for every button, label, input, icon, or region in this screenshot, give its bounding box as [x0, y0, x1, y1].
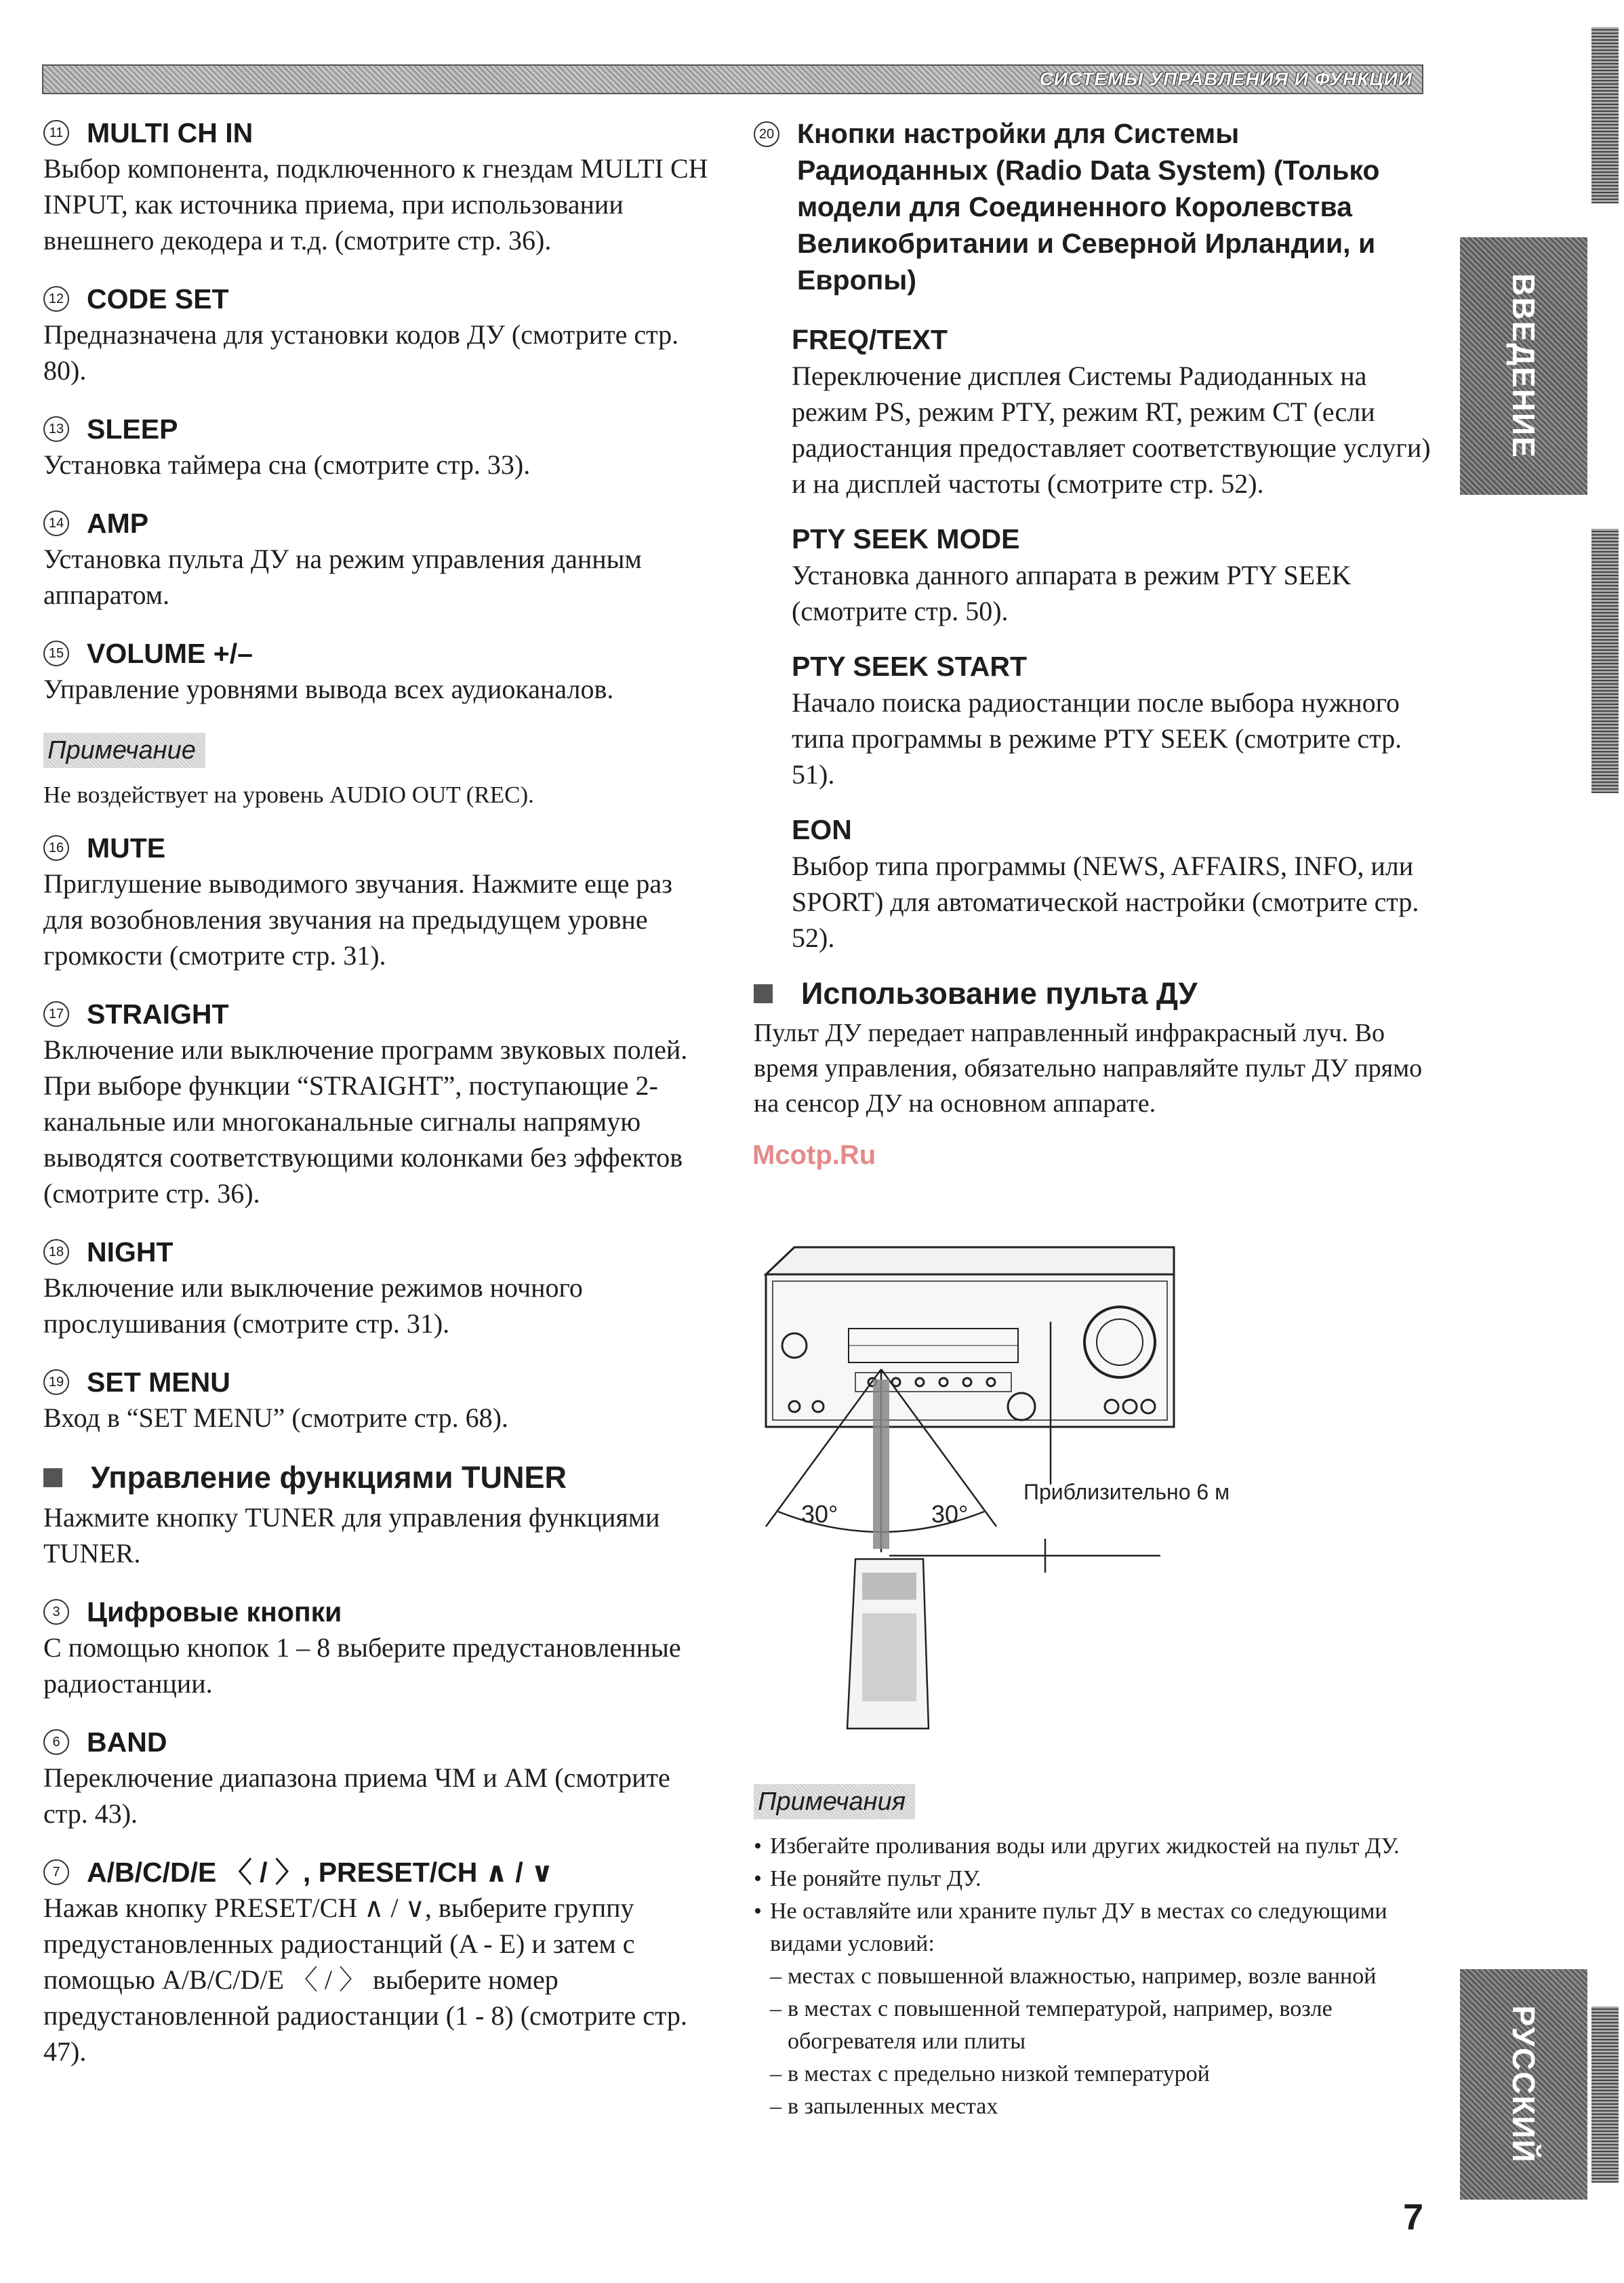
- item-set-menu: [43, 1365, 714, 1436]
- item-number: 14: [43, 510, 69, 536]
- page-number: 7: [1403, 2197, 1424, 2238]
- item-title: CODE SET: [87, 283, 229, 315]
- item-number: 3: [43, 1599, 69, 1625]
- item-preset: [43, 1855, 714, 2069]
- item-title: BAND: [87, 1726, 167, 1758]
- tuner-section-title: [43, 1459, 714, 1497]
- tuner-section-text: Нажмите кнопку TUNER для управления функциями TUNER.: [43, 1502, 660, 1569]
- angle-left-label: 30°: [801, 1500, 838, 1528]
- rds-item-text: Выбор типа программы (NEWS, AFFAIRS, INFO, или SPORT) для автоматической настройки (смотрите стр. 52).: [792, 851, 1419, 953]
- item-number: 13: [43, 416, 69, 442]
- item-band: [43, 1724, 714, 1832]
- note-dash: – местах с повышенной влажностью, например, возле ванной: [754, 1960, 1432, 1993]
- rds-item-text: Установка данного аппарата в режим PTY SEEK (смотрите стр. 50).: [792, 560, 1352, 626]
- rds-item-freq-text: [792, 321, 1432, 502]
- rds-item-eon: [792, 811, 1432, 956]
- item-multi-ch-in: [43, 115, 714, 258]
- item-number: 6: [43, 1729, 69, 1755]
- rds-heading: [754, 115, 1432, 298]
- angle-right-label: 30°: [931, 1500, 969, 1528]
- item-title: VOLUME +/–: [87, 638, 253, 669]
- item-title: MUTE: [87, 832, 166, 864]
- item-text: Вход в “SET MENU” (смотрите стр. 68).: [43, 1402, 508, 1433]
- item-number: 19: [43, 1369, 69, 1395]
- side-tab-language[interactable]: [1460, 1969, 1587, 2200]
- item-digit-buttons: [43, 1594, 714, 1701]
- note-dash: – в местах с повышенной температурой, например, возле обогревателя или плиты: [754, 1993, 1432, 2058]
- watermark: Mcotp.Ru: [752, 1140, 876, 1170]
- note-text: Не воздействует на уровень AUDIO OUT (REC).: [43, 782, 534, 808]
- item-night: [43, 1234, 714, 1341]
- rds-item-title: PTY SEEK MODE: [792, 523, 1020, 554]
- item-straight: [43, 996, 714, 1211]
- section-title: Управление функциями TUNER: [91, 1460, 567, 1495]
- item-code-set: [43, 281, 714, 388]
- note-label: Примечание: [43, 733, 205, 768]
- item-text: Включение или выключение программ звуковых полей. При выборе функции “STRAIGHT”, поступающие 2-канальные или многоканальные сигналы напрямую выводятся соответствующими колонками без эффектов (смотрите стр. 36).: [43, 1034, 688, 1209]
- edge-scan-mark: [1591, 27, 1619, 203]
- rds-item-text: Начало поиска радиостанции после выбора нужного типа программы в режиме PTY SEEK (смотрите стр. 51).: [792, 687, 1402, 790]
- item-text: Выбор компонента, подключенного к гнездам MULTI CH INPUT, как источника приема, при использовании внешнего декодера и т.д. (смотрите стр. 36).: [43, 153, 708, 256]
- side-tab-intro[interactable]: [1460, 237, 1587, 495]
- item-number: 11: [43, 120, 69, 146]
- item-text: С помощью кнопок 1 – 8 выберите предустановленные радиостанции.: [43, 1632, 681, 1699]
- item-title: A/B/C/D/E 〈 / 〉, PRESET/CH ∧ / ∨: [87, 1857, 554, 1888]
- note-dash: – в местах с предельно низкой температурой: [754, 2058, 1432, 2090]
- item-text: Нажав кнопку PRESET/CH ∧ / ∨, выберите группу предустановленных радиостанций (A - E) и затем с помощью A/B/C/D/E 〈 / 〉 выберите номер предустановленной радиостанции (1 - 8) (смотрите стр. 47).: [43, 1893, 687, 2067]
- item-title: Цифровые кнопки: [87, 1596, 342, 1628]
- remote-section-text: Пульт ДУ передает направленный инфракрасный луч. Во время управления, обязательно направляйте пульт ДУ прямо на сенсор ДУ на основном аппарате.: [754, 1019, 1423, 1118]
- item-title: AMP: [87, 508, 149, 539]
- rds-item-pty-seek-start: [792, 648, 1432, 792]
- item-number: 20: [754, 121, 779, 147]
- edge-scan-mark: [1591, 529, 1619, 793]
- remote-range-figure: [754, 1234, 1432, 1735]
- item-title: NIGHT: [87, 1236, 174, 1268]
- item-number: 12: [43, 286, 69, 312]
- note-bullet: • Не оставляйте или храните пульт ДУ в местах со следующими видами условий:: [754, 1895, 1432, 1960]
- note-bullet: • Не роняйте пульт ДУ.: [754, 1863, 1432, 1895]
- item-title: SET MENU: [87, 1367, 230, 1398]
- edge-scan-mark: [1591, 2006, 1619, 2183]
- notes-list: [754, 1830, 1432, 2123]
- item-volume: [43, 636, 714, 707]
- item-number: 15: [43, 641, 69, 666]
- item-number: 18: [43, 1239, 69, 1265]
- remote-control-illustration: [847, 1559, 929, 1729]
- item-amp: [43, 506, 714, 613]
- header-title: СИСТЕМЫ УПРАВЛЕНИЯ И ФУНКЦИИ: [1039, 68, 1413, 89]
- side-tab-label: РУССКИЙ: [1506, 2005, 1541, 2164]
- rds-item-text: Переключение дисплея Системы Радиоданных на режим PS, режим PTY, режим RT, режим CT (если радиостанция предоставляет соответствующие услуги) и на дисплей частоты (смотрите стр. 52).: [792, 361, 1431, 499]
- item-text: Включение или выключение режимов ночного прослушивания (смотрите стр. 31).: [43, 1272, 583, 1339]
- rds-item-title: EON: [792, 814, 852, 845]
- item-number: 17: [43, 1001, 69, 1027]
- rds-item-pty-seek-mode: [792, 521, 1432, 629]
- item-title: STRAIGHT: [87, 998, 229, 1030]
- item-sleep: [43, 411, 714, 483]
- rds-title: Кнопки настройки для Системы Радиоданных (Radio Data System) (Только модели для Соединенного Королевства Великобритании и Северной Ирландии, и Европы): [797, 118, 1380, 296]
- notes-block: [754, 1781, 1432, 2123]
- header-bar: [42, 64, 1423, 94]
- item-text: Переключение диапазона приема ЧМ и АМ (смотрите стр. 43).: [43, 1762, 670, 1829]
- left-column: [43, 115, 714, 2093]
- item-text: Установка таймера сна (смотрите стр. 33).: [43, 449, 531, 480]
- note-dash: – в запыленных местах: [754, 2090, 1432, 2123]
- item-text: Управление уровнями вывода всех аудиоканалов.: [43, 674, 614, 704]
- item-text: Предназначена для установки кодов ДУ (смотрите стр. 80).: [43, 319, 679, 386]
- item-mute: [43, 830, 714, 973]
- note-bullet: • Избегайте проливания воды или других жидкостей на пульт ДУ.: [754, 1830, 1432, 1863]
- item-text: Приглушение выводимого звучания. Нажмите еще раз для возобновления звучания на предыдущем уровне громкости (смотрите стр. 31).: [43, 868, 672, 971]
- notes-label: Примечания: [754, 1784, 915, 1819]
- item-title: SLEEP: [87, 413, 178, 445]
- item-title: MULTI CH IN: [87, 117, 253, 148]
- item-number: 16: [43, 835, 69, 861]
- rds-item-title: PTY SEEK START: [792, 651, 1028, 682]
- section-marker: [43, 1468, 62, 1487]
- right-column: [754, 115, 1432, 1121]
- section-title: Использование пульта ДУ: [801, 976, 1198, 1011]
- receiver-illustration: [766, 1247, 1174, 1427]
- rds-item-title: FREQ/TEXT: [792, 324, 948, 355]
- remote-section-title: [754, 975, 1432, 1013]
- section-marker: [754, 984, 773, 1003]
- item-text: Установка пульта ДУ на режим управления данным аппаратом.: [43, 544, 642, 610]
- side-tab-label: ВВЕДЕНИЕ: [1506, 273, 1541, 459]
- item-number: 7: [43, 1859, 69, 1885]
- distance-label: Приблизительно 6 м: [1023, 1480, 1230, 1504]
